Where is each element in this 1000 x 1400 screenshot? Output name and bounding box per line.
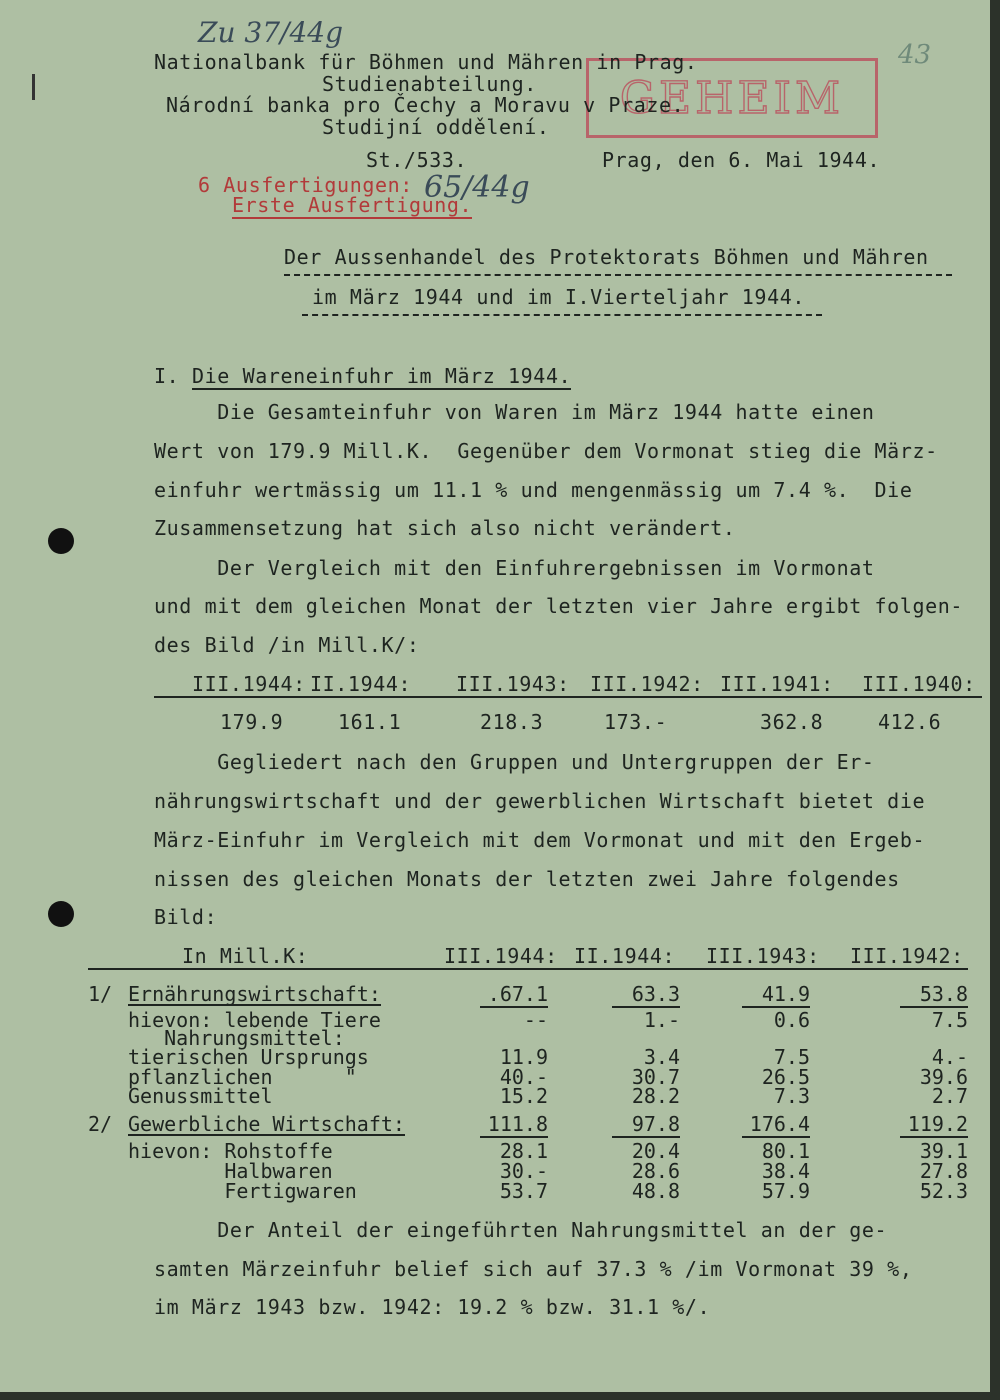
table1-value-3: 218.3 <box>480 710 544 734</box>
table2-row-label: hievon: lebende Tiere <box>128 1008 381 1032</box>
punch-hole-top <box>48 528 74 554</box>
margin-mark <box>32 74 35 100</box>
table1-value-2: 161.1 <box>338 710 402 734</box>
table2-cell: 28.2 <box>631 1084 680 1108</box>
table2-cell: 7.5 <box>773 1045 810 1069</box>
title-line-1: Der Aussenhandel des Protektorats Böhmen und Mähren <box>284 245 929 269</box>
paragraph-3-line-3: März-Einfuhr im Vergleich mit dem Vormonat und mit den Ergeb- <box>154 828 926 852</box>
table2-cell-underline <box>612 1136 680 1138</box>
table2-cell: 39.6 <box>919 1065 968 1089</box>
table2-cell: 15.2 <box>499 1084 548 1108</box>
handwritten-page-number: 43 <box>898 40 932 70</box>
table2-cell: 176.4 <box>749 1112 810 1136</box>
handwritten-reference: Zu 37/44g <box>198 16 344 49</box>
title-line-2: im März 1944 und im I.Vierteljahr 1944. <box>312 285 805 309</box>
table2-row-label: Fertigwaren <box>128 1179 357 1203</box>
table2-cell: 57.9 <box>761 1179 810 1203</box>
table2-cell: 38.4 <box>761 1159 810 1183</box>
table2-header-2: II.1944: <box>574 944 676 968</box>
table2-cell: 63.3 <box>631 982 680 1006</box>
table2-cell: 7.5 <box>931 1008 968 1032</box>
table2-cell: 30.7 <box>631 1065 680 1089</box>
table2-cell: 53.8 <box>919 982 968 1006</box>
table2-cell: 48.8 <box>631 1179 680 1203</box>
paragraph-2-line-2: und mit dem gleichen Monat der letzten vier Jahre ergibt folgen- <box>154 594 964 618</box>
table2-row-label: tierischen Ursprungs <box>128 1045 369 1069</box>
title-underline-2 <box>302 314 822 316</box>
table2-cell-underline <box>900 1136 968 1138</box>
paragraph-4-line-2: samten Märzeinfuhr belief sich auf 37.3 % /im Vormonat 39 %, <box>154 1257 913 1281</box>
paragraph-3-line-2: nährungswirtschaft und der gewerblichen Wirtschaft bietet die <box>154 789 926 813</box>
document-date: Prag, den 6. Mai 1944. <box>602 148 881 172</box>
table2-cell: 97.8 <box>631 1112 680 1136</box>
table2-header-1: III.1944: <box>444 944 558 968</box>
section-heading: Die Wareneinfuhr im März 1944. <box>192 364 572 388</box>
table2-header-3: III.1943: <box>706 944 820 968</box>
reference-number: St./533. <box>366 148 468 172</box>
punch-hole-bottom <box>48 901 74 927</box>
copy-label: Erste Ausfertigung. <box>232 193 473 217</box>
table2-cell: 28.6 <box>631 1159 680 1183</box>
table2-header-4: III.1942: <box>850 944 964 968</box>
table2-cell: -- <box>523 1008 548 1032</box>
table1-header-rule <box>154 696 982 698</box>
table1-value-1: 179.9 <box>220 710 284 734</box>
table2-cell: 7.3 <box>773 1084 810 1108</box>
letterhead-line-1: Nationalbank für Böhmen und Mähren in Prag. <box>154 50 698 74</box>
letterhead-line-2: Studienabteilung. <box>322 72 537 96</box>
table2-cell: .67.1 <box>487 982 548 1006</box>
table1-header-5: III.1941: <box>720 672 834 696</box>
table2-row-number: 1/ <box>88 982 113 1006</box>
table2-cell: 41.9 <box>761 982 810 1006</box>
table1-header-6: III.1940: <box>862 672 976 696</box>
table2-row-number: 2/ <box>88 1112 113 1136</box>
table2-cell: 4.- <box>931 1045 968 1069</box>
table2-cell: 40.- <box>499 1065 548 1089</box>
table2-row-label: Genussmittel <box>128 1084 273 1108</box>
paragraph-4-line-3: im März 1943 bzw. 1942: 19.2 % bzw. 31.1 %/. <box>154 1295 711 1319</box>
table2-cell: 111.8 <box>487 1112 548 1136</box>
table2-cell: 30.- <box>499 1159 548 1183</box>
table2-cell: 53.7 <box>499 1179 548 1203</box>
table1-value-6: 412.6 <box>878 710 942 734</box>
table1-header-2: II.1944: <box>310 672 412 696</box>
handwritten-copies-number: 65/44g <box>424 170 530 205</box>
table2-row-label: Halbwaren <box>128 1159 333 1183</box>
paragraph-2-line-1: Der Vergleich mit den Einfuhrergebnissen im Vormonat <box>154 556 875 580</box>
letterhead-line-4: Studijní oddělení. <box>322 115 550 139</box>
table1-header-1: III.1944: <box>192 672 306 696</box>
table2-header-rule <box>88 968 968 970</box>
table2-cell: 119.2 <box>907 1112 968 1136</box>
paragraph-3-line-1: Gegliedert nach den Gruppen und Untergruppen der Er- <box>154 750 875 774</box>
table1-value-4: 173.- <box>604 710 668 734</box>
table1-header-4: III.1942: <box>590 672 704 696</box>
paragraph-3-line-5: Bild: <box>154 905 218 929</box>
table2-cell: 0.6 <box>773 1008 810 1032</box>
paragraph-2-line-3: des Bild /in Mill.K/: <box>154 633 420 657</box>
paragraph-1-line-2: Wert von 179.9 Mill.K. Gegenüber dem Vormonat stieg die März- <box>154 439 938 463</box>
table2-row-label: Ernährungswirtschaft: <box>128 982 381 1006</box>
table2-cell: 1.- <box>643 1008 680 1032</box>
table2-cell: 39.1 <box>919 1139 968 1163</box>
table2-cell: 11.9 <box>499 1045 548 1069</box>
table2-row-label: Nahrungsmittel: <box>128 1026 345 1050</box>
table2-unit-label: In Mill.K: <box>182 944 309 968</box>
table2-cell: 27.8 <box>919 1159 968 1183</box>
table2-cell: 26.5 <box>761 1065 810 1089</box>
table1-header-3: III.1943: <box>456 672 570 696</box>
table2-row-label: hievon: Rohstoffe <box>128 1139 333 1163</box>
table2-cell: 80.1 <box>761 1139 810 1163</box>
paragraph-1-line-3: einfuhr wertmässig um 11.1 % und mengenmässig um 7.4 %. Die <box>154 478 913 502</box>
section-number: I. <box>154 364 180 388</box>
table2-cell: 28.1 <box>499 1139 548 1163</box>
table2-cell: 3.4 <box>643 1045 680 1069</box>
paragraph-1-line-4: Zusammensetzung hat sich also nicht verändert. <box>154 516 736 540</box>
secret-stamp: GEHEIM <box>586 58 878 138</box>
table2-row-label: Gewerbliche Wirtschaft: <box>128 1112 405 1136</box>
paragraph-1-line-1: Die Gesamteinfuhr von Waren im März 1944 hatte einen <box>154 400 875 424</box>
paragraph-3-line-4: nissen des gleichen Monats der letzten zwei Jahre folgendes <box>154 867 900 891</box>
copies-label: 6 Ausfertigungen: <box>198 173 413 197</box>
paragraph-4-line-1: Der Anteil der eingeführten Nahrungsmittel an der ge- <box>154 1218 888 1242</box>
table1-value-5: 362.8 <box>760 710 824 734</box>
title-underline-1 <box>284 274 952 276</box>
table2-cell-underline <box>742 1136 810 1138</box>
table2-cell: 20.4 <box>631 1139 680 1163</box>
letterhead-line-3: Národní banka pro Čechy a Moravu v Praze. <box>166 93 685 117</box>
table2-cell-underline <box>480 1136 548 1138</box>
table2-row-label: pflanzlichen " <box>128 1065 357 1089</box>
table2-cell: 2.7 <box>931 1084 968 1108</box>
table2-cell: 52.3 <box>919 1179 968 1203</box>
